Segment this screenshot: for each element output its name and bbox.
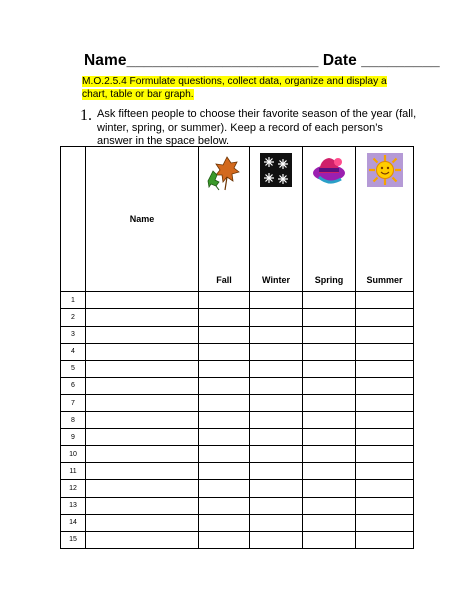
spring-tally-cell[interactable] (303, 429, 356, 446)
spring-tally-cell[interactable] (303, 446, 356, 463)
tally-table (60, 146, 414, 549)
summer-tally-cell[interactable] (356, 292, 414, 309)
spring-tally-cell[interactable] (303, 480, 356, 497)
winter-tally-cell[interactable] (250, 326, 303, 343)
fall-tally-cell[interactable] (199, 514, 250, 531)
fall-leaves-icon (207, 153, 241, 191)
name-entry-cell[interactable] (86, 480, 199, 497)
table-row (61, 446, 414, 463)
winter-tally-cell[interactable] (250, 360, 303, 377)
row-number: 11 (61, 463, 86, 480)
fall-tally-cell[interactable] (199, 394, 250, 411)
table-row (61, 497, 414, 514)
table-row (61, 292, 414, 309)
winter-label: Winter (262, 275, 290, 286)
fall-label: Fall (216, 275, 232, 286)
name-entry-cell[interactable] (86, 514, 199, 531)
summer-tally-cell[interactable] (356, 531, 414, 548)
name-entry-cell[interactable] (86, 429, 199, 446)
question-number: 1. (80, 107, 92, 124)
winter-tally-cell[interactable] (250, 446, 303, 463)
fall-tally-cell[interactable] (199, 412, 250, 429)
fall-tally-cell[interactable] (199, 446, 250, 463)
summer-tally-cell[interactable] (356, 377, 414, 394)
table-row (61, 326, 414, 343)
name-entry-cell[interactable] (86, 463, 199, 480)
spring-tally-cell[interactable] (303, 394, 356, 411)
row-number: 12 (61, 480, 86, 497)
fall-tally-cell[interactable] (199, 309, 250, 326)
question-text: Ask fifteen people to choose their favorite season of the year (fall, winter, spring, or summer). Keep a record of each person’s answer in the space below. (97, 108, 417, 147)
name-entry-cell[interactable] (86, 394, 199, 411)
winter-tally-cell[interactable] (250, 497, 303, 514)
table-row (61, 463, 414, 480)
name-entry-cell[interactable] (86, 360, 199, 377)
name-entry-cell[interactable] (86, 326, 199, 343)
name-entry-cell[interactable] (86, 309, 199, 326)
row-number: 5 (61, 360, 86, 377)
table-row (61, 531, 414, 548)
row-number: 7 (61, 394, 86, 411)
name-header-cell (86, 147, 199, 292)
fall-tally-cell[interactable] (199, 326, 250, 343)
spring-tally-cell[interactable] (303, 514, 356, 531)
summer-tally-cell[interactable] (356, 429, 414, 446)
snowflakes-icon (260, 153, 292, 187)
spring-tally-cell[interactable] (303, 309, 356, 326)
name-entry-cell[interactable] (86, 292, 199, 309)
row-number: 8 (61, 412, 86, 429)
winter-tally-cell[interactable] (250, 514, 303, 531)
name-date-line: Name______________________ Date _________ (84, 52, 440, 69)
spring-tally-cell[interactable] (303, 377, 356, 394)
name-entry-cell[interactable] (86, 377, 199, 394)
row-number: 14 (61, 514, 86, 531)
row-number: 9 (61, 429, 86, 446)
winter-header-cell (250, 147, 303, 292)
table-header-row (61, 147, 414, 292)
number-header-cell (61, 147, 86, 292)
table-row (61, 343, 414, 360)
table-row (61, 309, 414, 326)
summer-tally-cell[interactable] (356, 497, 414, 514)
fall-tally-cell[interactable] (199, 497, 250, 514)
fall-tally-cell[interactable] (199, 377, 250, 394)
summer-tally-cell[interactable] (356, 343, 414, 360)
row-number: 10 (61, 446, 86, 463)
fall-header-cell (199, 147, 250, 292)
name-entry-cell[interactable] (86, 412, 199, 429)
winter-tally-cell[interactable] (250, 463, 303, 480)
table-row (61, 514, 414, 531)
table-row (61, 480, 414, 497)
table-row (61, 412, 414, 429)
fall-tally-cell[interactable] (199, 429, 250, 446)
spring-tally-cell[interactable] (303, 343, 356, 360)
summer-tally-cell[interactable] (356, 514, 414, 531)
name-header: Name (129, 214, 155, 225)
spring-tally-cell[interactable] (303, 463, 356, 480)
spring-header-cell (303, 147, 356, 292)
row-number: 3 (61, 326, 86, 343)
summer-tally-cell[interactable] (356, 360, 414, 377)
standard-highlight: M.O.2.5.4 Formulate questions, collect data, organize and display a chart, table or bar graph. (82, 76, 387, 100)
row-number: 15 (61, 531, 86, 548)
fall-tally-cell[interactable] (199, 360, 250, 377)
winter-tally-cell[interactable] (250, 412, 303, 429)
name-entry-cell[interactable] (86, 531, 199, 548)
fall-tally-cell[interactable] (199, 480, 250, 497)
spring-tally-cell[interactable] (303, 360, 356, 377)
table-row (61, 360, 414, 377)
winter-tally-cell[interactable] (250, 394, 303, 411)
spring-tally-cell[interactable] (303, 412, 356, 429)
winter-tally-cell[interactable] (250, 429, 303, 446)
spring-tally-cell[interactable] (303, 497, 356, 514)
summer-tally-cell[interactable] (356, 394, 414, 411)
spring-label: Spring (314, 275, 344, 286)
winter-tally-cell[interactable] (250, 531, 303, 548)
row-number: 13 (61, 497, 86, 514)
spring-tally-cell[interactable] (303, 326, 356, 343)
winter-tally-cell[interactable] (250, 377, 303, 394)
sun-icon (367, 153, 403, 187)
fall-tally-cell[interactable] (199, 292, 250, 309)
winter-tally-cell[interactable] (250, 292, 303, 309)
winter-tally-cell[interactable] (250, 309, 303, 326)
summer-tally-cell[interactable] (356, 309, 414, 326)
winter-tally-cell[interactable] (250, 480, 303, 497)
summer-tally-cell[interactable] (356, 326, 414, 343)
fall-tally-cell[interactable] (199, 343, 250, 360)
row-number: 1 (61, 292, 86, 309)
fall-tally-cell[interactable] (199, 531, 250, 548)
name-entry-cell[interactable] (86, 446, 199, 463)
summer-header-cell (356, 147, 414, 292)
row-number: 4 (61, 343, 86, 360)
spring-tally-cell[interactable] (303, 531, 356, 548)
row-number: 2 (61, 309, 86, 326)
spring-hat-icon (311, 153, 347, 187)
name-entry-cell[interactable] (86, 497, 199, 514)
standard-text (82, 76, 412, 101)
name-entry-cell[interactable] (86, 343, 199, 360)
summer-label: Summer (366, 275, 403, 286)
summer-tally-cell[interactable] (356, 463, 414, 480)
fall-tally-cell[interactable] (199, 463, 250, 480)
table-row (61, 394, 414, 411)
table-row (61, 429, 414, 446)
summer-tally-cell[interactable] (356, 480, 414, 497)
summer-tally-cell[interactable] (356, 412, 414, 429)
row-number: 6 (61, 377, 86, 394)
summer-tally-cell[interactable] (356, 446, 414, 463)
spring-tally-cell[interactable] (303, 292, 356, 309)
table-row (61, 377, 414, 394)
winter-tally-cell[interactable] (250, 343, 303, 360)
